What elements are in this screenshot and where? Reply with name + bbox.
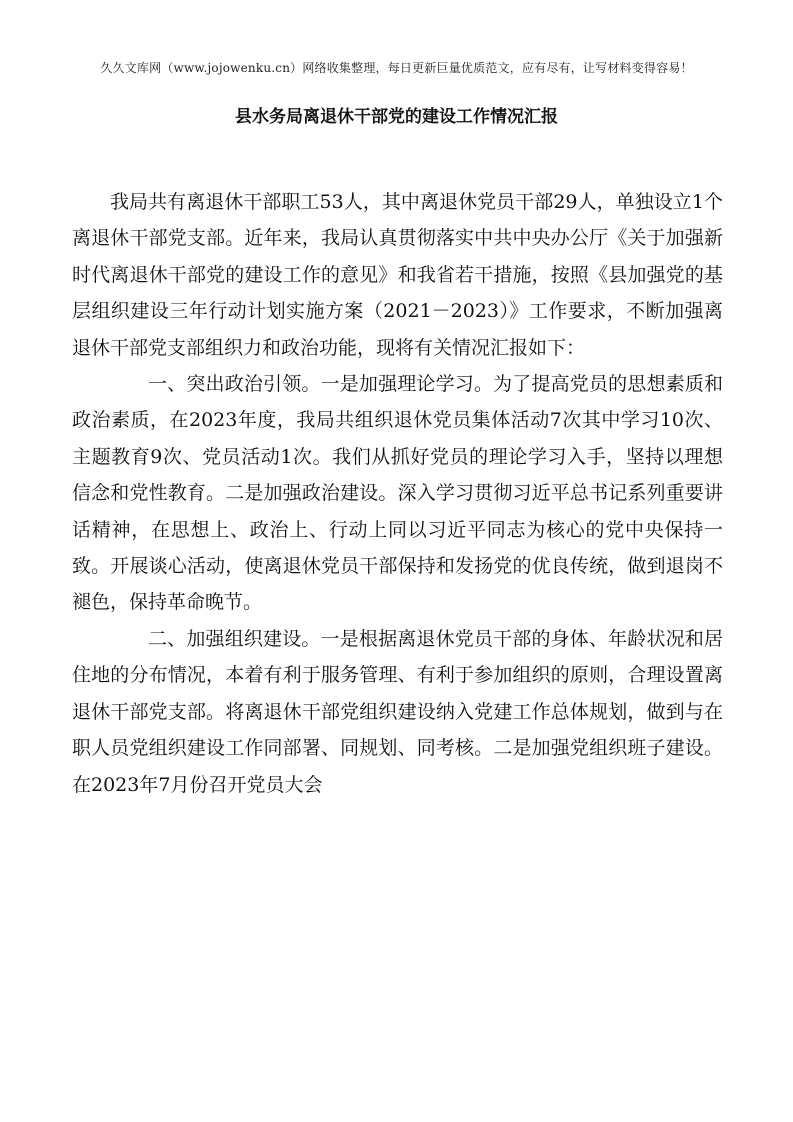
paragraph-section-2: 二、加强组织建设。一是根据离退休党员干部的身体、年龄状况和居住地的分布情况，本着有利于服务管理、有利于参加组织的原则，合理设置离退休干部党支部。将离退休干部党组织建设纳入党建工作总体规划，做到与在职人员党组织建设工作同部署、同规划、同考核。二是加强党组织班子建设。在2023年7月份召开党员大会	[72, 627, 723, 796]
document-title: 县水务局离退休干部党的建设工作情况汇报	[235, 107, 558, 127]
source-banner: 久久文库网（www.jojowenku.cn）网络收集整理，每日更新巨量优质范文，应有尽有，让写材料变得容易！	[100, 61, 693, 75]
paragraph-intro: 我局共有离退休干部职工53人，其中离退休党员干部29人，单独设立1个离退休干部党支部。近年来，我局认真贯彻落实中共中央办公厅《关于加强新时代离退休干部党的建设工作的意见》和我省若干措施，按照《县加强党的基层组织建设三年行动计划实施方案（2021－2023）》工作要求，不断加强离退休干部党支部组织力和政治功能，现将有关情况汇报如下：	[72, 191, 723, 359]
document-body	[72, 184, 723, 803]
paragraph-section-1: 一、突出政治引领。一是加强理论学习。为了提高党员的思想素质和政治素质，在2023年度，我局共组织退休党员集体活动7次其中学习10次、主题教育9次、党员活动1次。我们从抓好党员的理论学习入手，坚持以理想信念和党性教育。二是加强政治建设。深入学习贯彻习近平总书记系列重要讲话精神，在思想上、政治上、行动上同以习近平同志为核心的党中央保持一致。开展谈心活动，使离退休党员干部保持和发扬党的优良传统，做到退岗不褪色，保持革命晚节。	[72, 373, 723, 614]
